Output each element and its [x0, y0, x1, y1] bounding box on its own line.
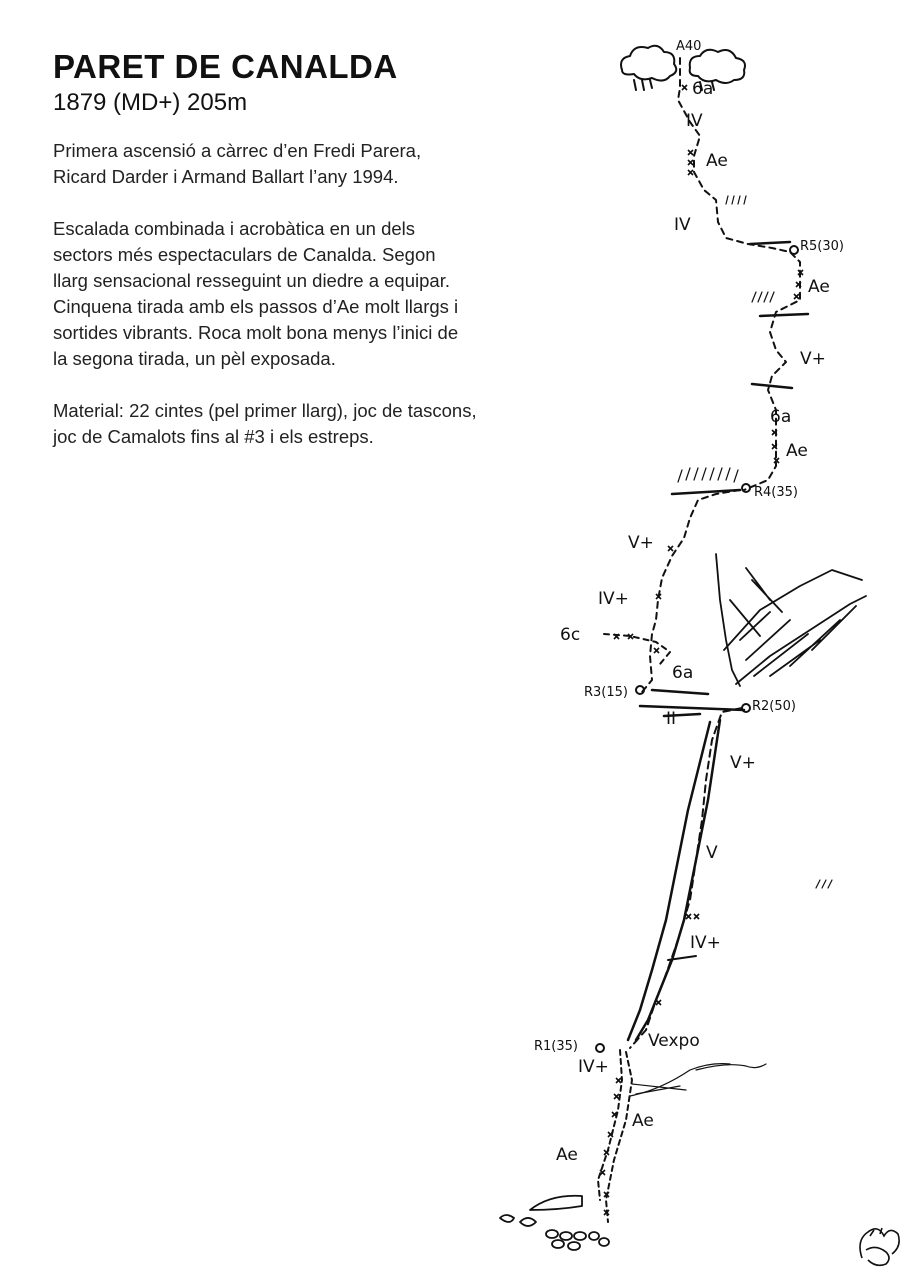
grade-label: Ae — [786, 441, 808, 461]
belay-label: R3(15) — [584, 685, 628, 700]
topo-summit-label: A40 — [676, 39, 702, 54]
overhang-roof — [716, 554, 866, 686]
route-title: PARET DE CANALDA — [53, 48, 398, 85]
grade-label: IV+ — [578, 1057, 609, 1077]
belay-anchor — [742, 484, 750, 492]
grade-label: V+ — [730, 753, 756, 773]
grade-label: IV — [674, 215, 691, 235]
grade-label: 6a — [692, 79, 714, 99]
ledge — [652, 690, 708, 694]
belay-anchor — [596, 1044, 604, 1052]
belay-anchor — [742, 704, 750, 712]
grade-label: Ae — [706, 151, 728, 171]
publisher-logo — [860, 1228, 899, 1265]
grade-label: 6c — [560, 625, 581, 645]
route-line-start — [606, 1052, 632, 1222]
grade-label: V+ — [800, 349, 826, 369]
summary-line: llarg sensacional resseguint un diedre a equipar. — [53, 270, 450, 291]
first-ascent-line: Ricard Darder i Armand Ballart l’any 1994. — [53, 166, 399, 187]
summary-line: Cinquena tirada amb els passos d’Ae molt llargs i — [53, 296, 459, 317]
route-line-lower — [630, 708, 742, 1048]
belay-label: R1(35) — [534, 1039, 578, 1054]
vegetation-hatching — [630, 196, 832, 1096]
summary-line: sectors més espectaculars de Canalda. Segon — [53, 244, 436, 265]
route-line-middle — [642, 490, 740, 692]
base-boulders — [500, 1196, 609, 1250]
belay-label: R5(30) — [800, 239, 844, 254]
rock-edge — [628, 722, 710, 1040]
belay-anchor — [790, 246, 798, 254]
grade-label: V+ — [628, 533, 654, 553]
summary-line: sortides vibrants. Roca molt bona menys l’inici de — [53, 322, 459, 343]
grade-label: Ae — [556, 1145, 578, 1165]
grade-label: Vexpo — [648, 1031, 700, 1051]
belay-label: R2(50) — [752, 699, 796, 714]
first-ascent-line: Primera ascensió a càrrec d’en Fredi Parera, — [53, 140, 422, 161]
ledge — [640, 706, 744, 710]
grade-label: IV — [686, 111, 703, 131]
ledge — [750, 242, 790, 244]
grade-label: Ae — [632, 1111, 654, 1131]
grade-label: 6a — [770, 407, 792, 427]
grade-label: Ae — [808, 277, 830, 297]
route-grade-length: 1879 (MD+) 205m — [53, 89, 248, 116]
summary-line: la segona tirada, un pèl exposada. — [53, 348, 336, 369]
ledge — [752, 384, 792, 388]
material-line: joc de Camalots fins al #3 i els estreps. — [53, 426, 374, 447]
summary-line: Escalada combinada i acrobàtica en un dels — [53, 218, 416, 239]
grade-label: IV+ — [598, 589, 629, 609]
grade-label: V — [706, 843, 718, 863]
bolt-marks — [600, 85, 803, 1215]
belay-label: R4(35) — [754, 485, 798, 500]
material-line: Material: 22 cintes (pel primer llarg), joc de tascons, — [53, 400, 477, 421]
grade-label: 6a — [672, 663, 694, 683]
grade-label: IV+ — [690, 933, 721, 953]
grade-label: II — [666, 709, 677, 729]
ledge — [760, 314, 808, 316]
